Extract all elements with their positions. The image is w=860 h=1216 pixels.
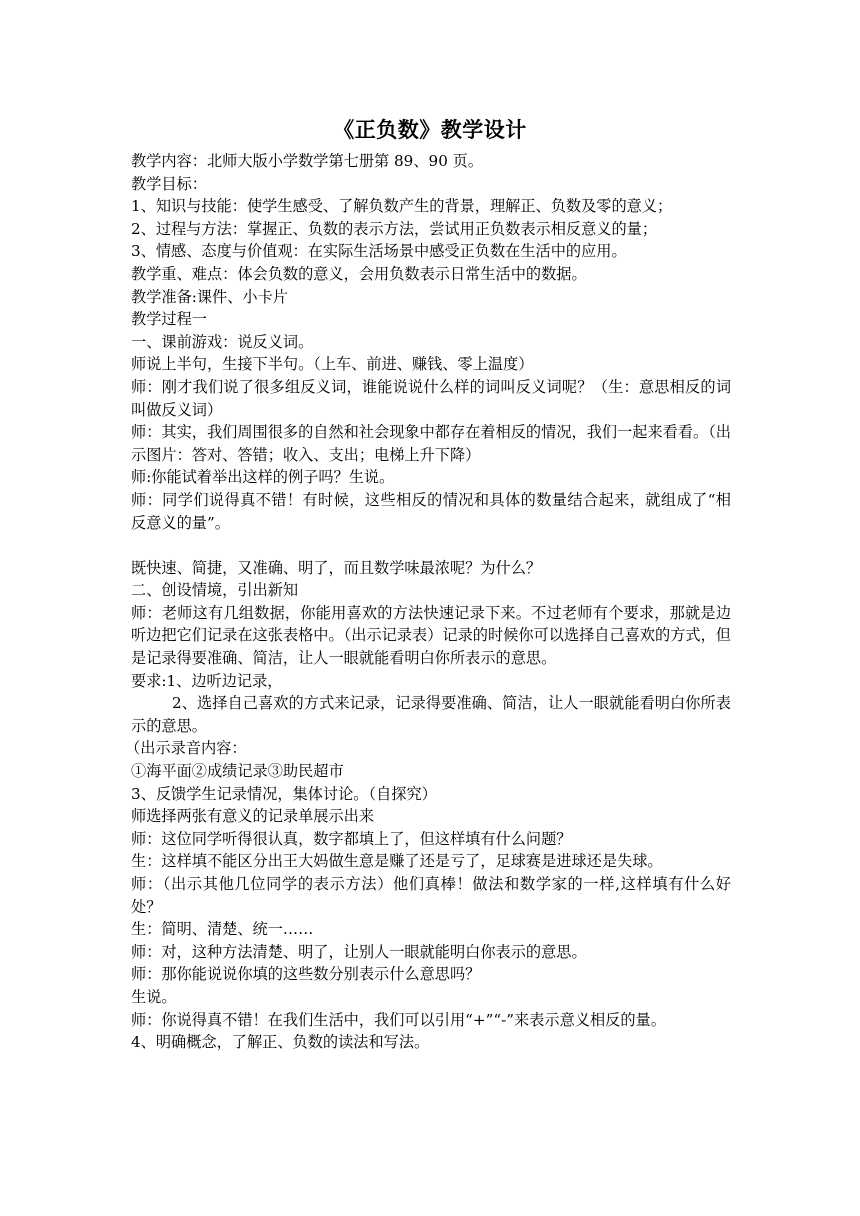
paragraph: 师：这位同学听得很认真，数字都填上了，但这样填有什么问题？ <box>131 829 572 848</box>
paragraph: 2、选择自己喜欢的方式来记录，记录得要准确、简洁，让人一眼就能看明白你所表示的意思。 <box>131 694 731 735</box>
paragraph: 既快速、简捷，又准确、明了，而且数学味最浓呢？为什么？ <box>131 558 542 577</box>
paragraph: 师：同学们说得真不错！有时候，这些相反的情况和具体的数量结合起来，就组成了“相反意义的量”。 <box>131 490 731 532</box>
paragraph: 师：其实，我们周围很多的自然和社会现象中都存在着相反的情况，我们一起来看看。（出示图片：答对、答错；收入、支出；电梯上升下降） <box>131 423 731 464</box>
paragraph: 二、创设情境，引出新知 <box>131 581 299 600</box>
paragraph: 要求:1、边听边记录， <box>131 671 283 690</box>
paragraph: 一、课前游戏：说反义词。 <box>131 332 314 351</box>
paragraph: 生：简明、清楚、统一…… <box>131 920 314 939</box>
paragraph: 教学准备:课件、小卡片 <box>131 287 288 306</box>
paragraph: 教学目标： <box>131 174 207 193</box>
paragraph: 教学重、难点：体会负数的意义，会用负数表示日常生活中的数据。 <box>131 264 587 283</box>
paragraph: 教学内容：北师大版小学数学第七册第 89、90 页。 <box>131 152 484 170</box>
paragraph: 生：这样填不能区分出王大妈做生意是赚了还是亏了，足球赛是进球还是失球。 <box>131 852 663 871</box>
blank-line <box>131 534 731 557</box>
paragraph: 师：对，这种方法清楚、明了，让别人一眼就能明白你表示的意思。 <box>131 942 587 961</box>
paragraph: 师：那你能说说你填的这些数分别表示什么意思吗？ <box>131 965 481 984</box>
paragraph: 师选择两张有意义的记录单展示出来 <box>131 807 374 826</box>
paragraph: 4、明确概念，了解正、负数的读法和写法。 <box>131 1033 430 1052</box>
paragraph: （出示录音内容： <box>125 739 247 758</box>
paragraph: 师:你能试着举出这样的例子吗？生说。 <box>131 468 395 487</box>
paragraph: 3、情感、态度与价值观：在实际生活场景中感受正负数在生活中的应用。 <box>131 242 627 261</box>
paragraph: 生说。 <box>131 987 177 1006</box>
paragraph: 师说上半句，生接下半句。（上车、前进、赚钱、零上温度） <box>131 355 534 374</box>
paragraph: 1、知识与技能：使学生感受、了解负数产生的背景，理解正、负数及零的意义； <box>131 197 673 216</box>
paragraph: 教学过程一 <box>131 310 207 329</box>
paragraph: 2、过程与方法：掌握正、负数的表示方法，尝试用正负数表示相反意义的量； <box>131 219 658 238</box>
paragraph: 3、反馈学生记录情况，集体讨论。（自探究） <box>131 784 437 803</box>
paragraph: 师：你说得真不错！在我们生活中，我们可以引用“+”“-”来表示意义相反的量。 <box>131 1010 666 1029</box>
paragraph: ①海平面②成绩记录③助民超市 <box>131 762 344 781</box>
paragraph: 师：刚才我们说了很多组反义词，谁能说说什么样的词叫反义词呢？（生：意思相反的词叫做反义词） <box>131 377 731 419</box>
paragraph: 师：老师这有几组数据，你能用喜欢的方法快速记录下来。不过老师有个要求，那就是边听边把它们记录在这张表格中。（出示记录表）记录的时候你可以选择自己喜欢的方式，但是记录得要准确、简洁，让人一眼就能看明白你所表示的意思。 <box>131 603 731 668</box>
document-body <box>125 150 731 1054</box>
paragraph: 师：（出示其他几位同学的表示方法）他们真棒！做法和数学家的一样,这样填有什么好处？ <box>131 875 731 916</box>
document-title: 《正负数》教学设计 <box>333 118 527 142</box>
